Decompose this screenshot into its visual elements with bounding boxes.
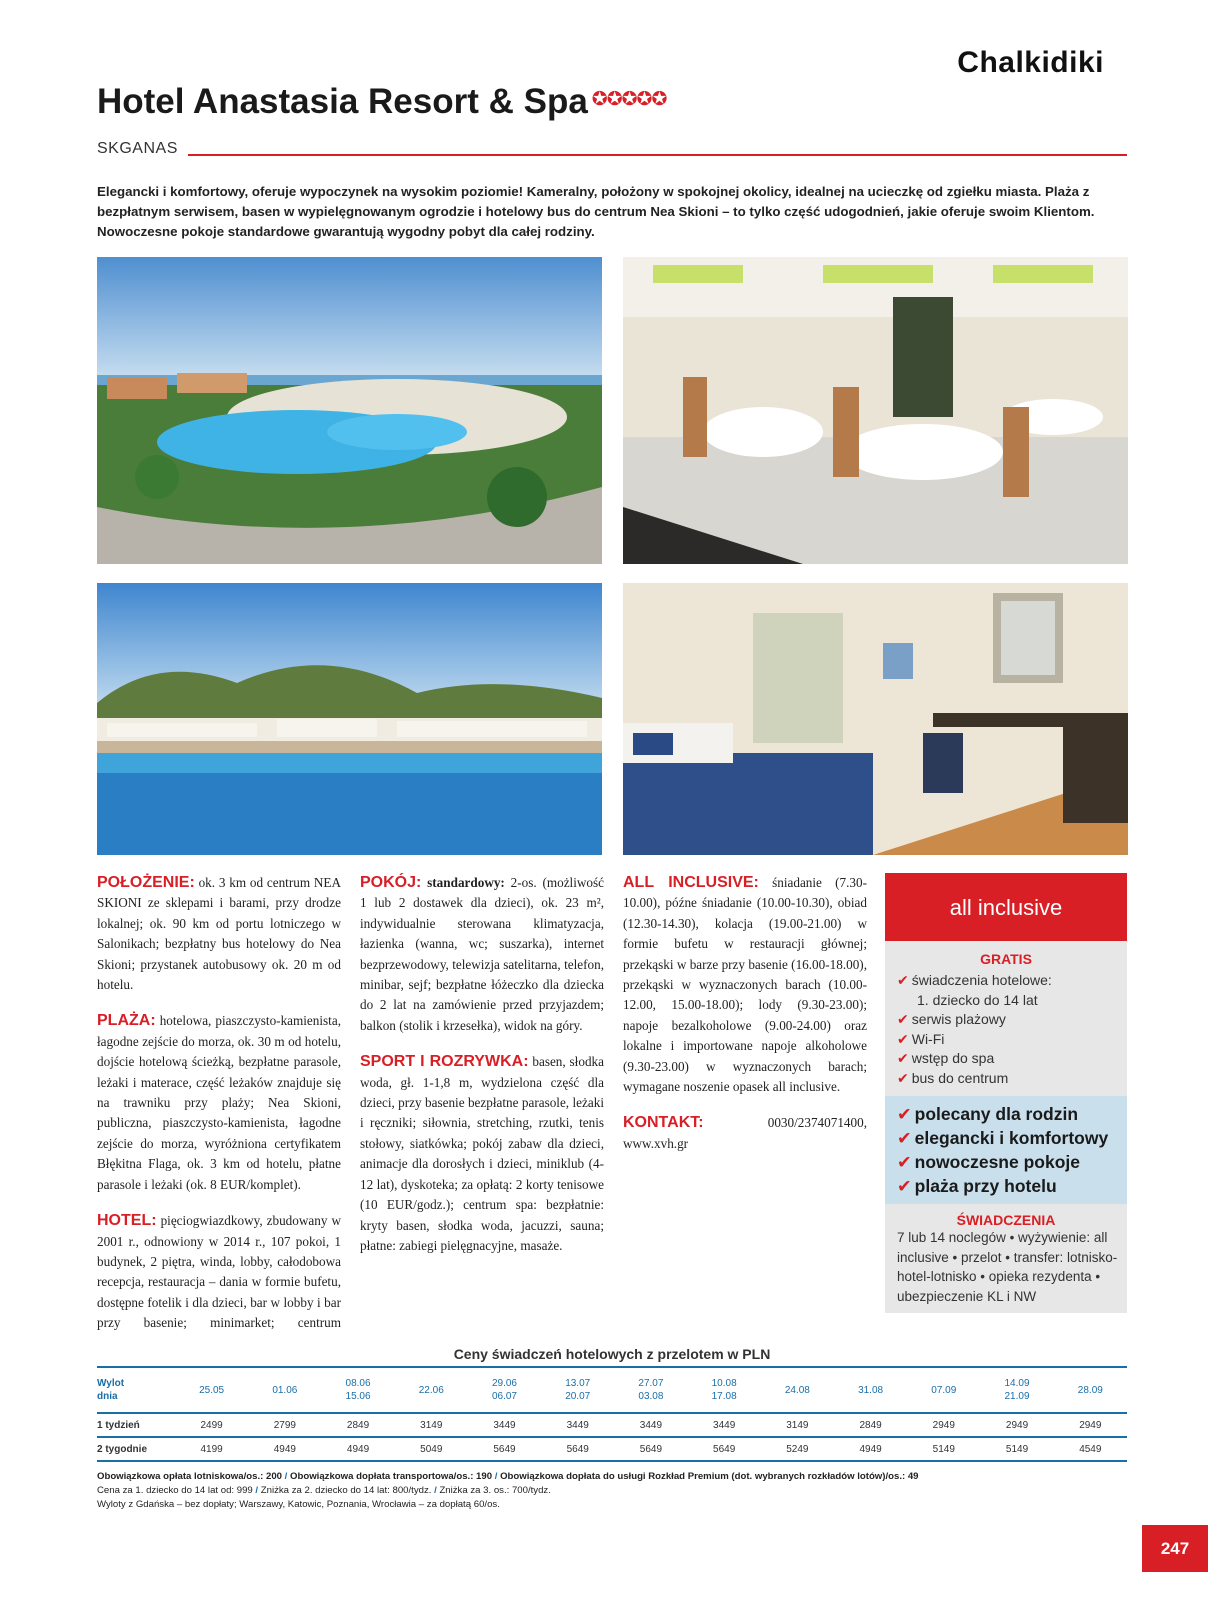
hotel-code: SKGANAS <box>97 140 178 157</box>
text-column-2 <box>360 873 604 1313</box>
all-inclusive-box <box>885 873 1127 1313</box>
price-cell: 4549 <box>1054 1437 1127 1461</box>
check-icon: ✔ <box>897 1104 912 1124</box>
section-heading: PLAŻA: <box>97 1012 156 1030</box>
check-icon: ✔ <box>897 1152 912 1172</box>
price-cell: 3149 <box>761 1413 834 1437</box>
section-heading: POŁOŻENIE: <box>97 874 195 891</box>
check-icon: ✔ <box>897 1069 909 1086</box>
check-icon: ✔ <box>897 972 909 988</box>
price-table <box>97 1366 1127 1462</box>
price-cell: 3449 <box>614 1413 687 1437</box>
feature-item: ✔ elegancki i komfortowy <box>897 1128 1109 1148</box>
feature-item: ✔ polecany dla rodzin <box>897 1104 1079 1124</box>
price-cell: 5249 <box>761 1437 834 1461</box>
note-line: Wyloty z Gdańska – bez dopłaty; Warszawy, Katowic, Poznania, Wrocławia – za dopłatą 60/os. <box>97 1499 500 1510</box>
section-text: pięciogwiazdkowy, zbudowany w 2001 r., odnowiony w 2014 r., 107 pokoi, 1 budynek, 2 piętra, winda, lobby, całodobowa recepcja, restauracja – dania w formie bufetu, dostępne fotelik i dla dzieci, bar w lobby i bar przy basenie; minimarket; centrum <box>97 1213 341 1331</box>
feature-item: ✔ nowoczesne pokoje <box>897 1152 1080 1172</box>
header-label: Wylot dnia <box>97 1367 175 1413</box>
section-pokoj <box>360 873 604 1036</box>
section-plaza <box>97 1011 341 1195</box>
section-text: ok. 3 km od centrum NEA SKIONI ze sklepami i barami, przy drodze lokalnej; ok. 90 km od portu lotniczego w Salonikach; bezpłatny bus hotelowy do Nea Skioni; przystanek autobusowy ok. 20 m od hotelu. <box>97 875 341 993</box>
price-cell: 3449 <box>468 1413 541 1437</box>
price-cell: 3149 <box>395 1413 468 1437</box>
check-icon: ✔ <box>897 1176 912 1196</box>
row-label: 2 tygodnie <box>97 1437 175 1461</box>
price-cell: 4199 <box>175 1437 248 1461</box>
section-polozenie <box>97 873 341 995</box>
feature-item: ✔ plaża przy hotelu <box>897 1176 1057 1196</box>
section-heading: ALL INCLUSIVE: <box>623 874 759 891</box>
section-heading: HOTEL: <box>97 1212 157 1230</box>
section-hotel <box>97 1211 341 1333</box>
price-cell: 4949 <box>248 1437 321 1461</box>
list-item: 1. dziecko do 14 lat <box>917 991 1038 1008</box>
price-cell: 2499 <box>175 1413 248 1437</box>
page-number: 247 <box>1142 1525 1208 1572</box>
list-item: ✔ bus do centrum <box>897 1069 1009 1086</box>
section-heading: SPORT I ROZRYWKA: <box>360 1053 529 1071</box>
section-text: 2-os. (możliwość 1 lub 2 dostawek dla dzieci), ok. 23 m², indywidualnie sterowana klimatyzacja, łazienka (wanna, wc; suszarka), internet bezprzewodowy, telewizja satelitarna, telefon, minibar, sejf; bezpłatne łóżeczko dla dziecka do 2 lat na zamówienie przed przyjazdem; balkon (stolik i krzesełka), widok na góry. <box>360 875 604 1033</box>
date-cell: 07.09 <box>907 1367 980 1413</box>
price-cell: 2849 <box>834 1413 907 1437</box>
section-heading: KONTAKT: <box>623 1114 704 1132</box>
date-cell: 31.08 <box>834 1367 907 1413</box>
section-text: hotelowa, piaszczysto-kamienista, łagodne zejście do morza, ok. 30 m od hotelu, dojście hotelową ścieżką, bezpłatne parasole, leżaki i materace, część leżaków znajduje się na trawniku przy plaży; Nea Skioni, publiczna, piaszczysto-kamienista, łagodne zejście do morza, wyróżniona certyfikatem Błękitna Flaga, ok. 3 km od hotelu, płatne parasole i leżaki (ok. 8 EUR/komplet). <box>97 1013 341 1192</box>
price-cell: 3449 <box>541 1413 614 1437</box>
table-row <box>97 1413 1127 1437</box>
price-cell: 5149 <box>980 1437 1053 1461</box>
list-item: ✔ serwis plażowy <box>897 1011 1006 1027</box>
date-cell: 22.06 <box>395 1367 468 1413</box>
price-cell: 5649 <box>541 1437 614 1461</box>
restaurant-photo <box>623 257 1128 564</box>
check-icon: ✔ <box>897 1030 909 1047</box>
price-cell: 2949 <box>980 1413 1053 1437</box>
seafront-photo <box>97 583 602 855</box>
price-cell: 5149 <box>907 1437 980 1461</box>
date-cell: 08.06 15.06 <box>321 1367 394 1413</box>
date-cell: 25.05 <box>175 1367 248 1413</box>
price-cell: 5649 <box>468 1437 541 1461</box>
bedroom-photo <box>623 583 1128 855</box>
check-icon: ✔ <box>897 1011 909 1027</box>
price-cell: 2949 <box>1054 1413 1127 1437</box>
price-cell: 2949 <box>907 1413 980 1437</box>
check-icon: ✔ <box>897 1128 912 1148</box>
table-row <box>97 1437 1127 1461</box>
swiadczenia-text: 7 lub 14 noclegów • wyżywienie: all inclusive • przelot • transfer: lotnisko-hotel-lotnisko • opieka rezydenta • ubezpieczenie KL i NW <box>897 1230 1118 1304</box>
section-text: basen, słodka woda, gł. 1-1,8 m, wydzielona część dla dzieci, przy basenie bezpłatne parasole, leżaki i ręczniki; siłownia, stretching, rzutki, tenis stołowy, siatkówka; pokój zabaw dla dzieci, animacje dla dorosłych i dzieci, miniklub (4-12 lat), dyskoteka; za opłatą: 2 korty tenisowe (10 EUR/godz.); centrum spa: bezpłatnie: kryty basen, słodka woda, jacuzzi, sauna; płatne: zabiegi pielęgnacyjne, masaże. <box>360 1054 604 1253</box>
table-header-row <box>97 1367 1127 1413</box>
list-item: ✔ wstęp do spa <box>897 1050 995 1066</box>
hotel-title <box>97 82 666 122</box>
note-line: Cena za 1. dziecko do 14 lat od: 999 / Zniżka za 2. dziecko do 14 lat: 800/tydz. / Zniżka za 3. os.: 700/tydz. <box>97 1485 551 1496</box>
features-panel <box>885 1096 1127 1204</box>
note-line: Obowiązkowa opłata lotniskowa/os.: 200 / Obowiązkowa dopłata transportowa/os.: 190 / Obowiązkowa dopłata do usługi Rozkład Premium (dot. wybranych rozkładów lotów)/os.: 49 <box>97 1471 919 1482</box>
section-text: śniadanie (7.30-10.00), późne śniadanie (10.00-10.30), obiad (12.30-14.30), kolacja (19.00-21.00) w formie bufetu w restauracji głównej; przekąski w barze przy basenie (16.00-18.00), przekąski w wyznaczonych barach (10.00-12.00, 15.00-18.00); lody (9.30-23.00); napoje bezalkoholowe (9.00-24.00) oraz lokalne i importowane napoje alkoholowe (9.30-23.00) w wyznaczonych barach; wymagane noszenie opasek all inclusive. <box>623 875 867 1095</box>
date-cell: 24.08 <box>761 1367 834 1413</box>
price-cell: 2799 <box>248 1413 321 1437</box>
section-kontakt <box>623 1113 867 1154</box>
section-subheading: standardowy: <box>421 875 505 890</box>
price-notes <box>97 1470 1127 1512</box>
gratis-heading: GRATIS <box>980 951 1032 967</box>
date-cell: 14.09 21.09 <box>980 1367 1053 1413</box>
price-table-title: Ceny świadczeń hotelowych z przelotem w PLN <box>453 1346 771 1362</box>
gratis-list <box>885 971 1127 1088</box>
date-cell: 27.07 03.08 <box>614 1367 687 1413</box>
pool-aerial-photo <box>97 257 602 564</box>
price-cell: 5649 <box>614 1437 687 1461</box>
text-column-1 <box>97 873 341 1333</box>
check-icon: ✔ <box>897 1050 909 1066</box>
section-heading: POKÓJ: <box>360 874 422 891</box>
text-column-3 <box>623 873 867 1170</box>
date-cell: 29.06 06.07 <box>468 1367 541 1413</box>
hotel-name: Hotel Anastasia Resort & Spa <box>97 82 588 121</box>
list-item: ✔ Wi-Fi <box>897 1030 945 1047</box>
section-text: 0030/2374071400, www.xvh.gr <box>623 1115 867 1151</box>
region-title: Chalkidiki <box>957 46 1104 79</box>
star-rating-icon: ✪✪✪✪✪ <box>591 89 667 110</box>
date-cell: 28.09 <box>1054 1367 1127 1413</box>
price-cell: 4949 <box>321 1437 394 1461</box>
box-title: all inclusive <box>885 873 1127 941</box>
intro-text: Elegancki i komfortowy, oferuje wypoczynek na wysokim poziomie! Kameralny, położony w spokojnej okolicy, idealnej na ucieczkę od zgiełku miasta. Plaża z bezpłatnym serwisem, basen w wypielęgnowanym ogrodzie i hotelowy bus do centrum Nea Skioni – to tylko część udogodnień, jakie oferuje swoim Klientom. Nowoczesne pokoje standardowe gwarantują wygodny pobyt dla całej rodziny. <box>97 184 1095 239</box>
date-cell: 13.07 20.07 <box>541 1367 614 1413</box>
price-cell: 2849 <box>321 1413 394 1437</box>
list-item: ✔ świadczenia hotelowe: <box>897 972 1052 988</box>
row-label: 1 tydzień <box>97 1413 175 1437</box>
price-cell: 4949 <box>834 1437 907 1461</box>
price-cell: 5649 <box>688 1437 761 1461</box>
date-cell: 10.08 17.08 <box>688 1367 761 1413</box>
date-cell: 01.06 <box>248 1367 321 1413</box>
price-cell: 5049 <box>395 1437 468 1461</box>
section-allinclusive <box>623 873 867 1097</box>
price-cell: 3449 <box>688 1413 761 1437</box>
swiadczenia-heading: ŚWIADCZENIA <box>956 1212 1056 1228</box>
title-divider <box>188 154 1127 156</box>
section-sport <box>360 1052 604 1256</box>
